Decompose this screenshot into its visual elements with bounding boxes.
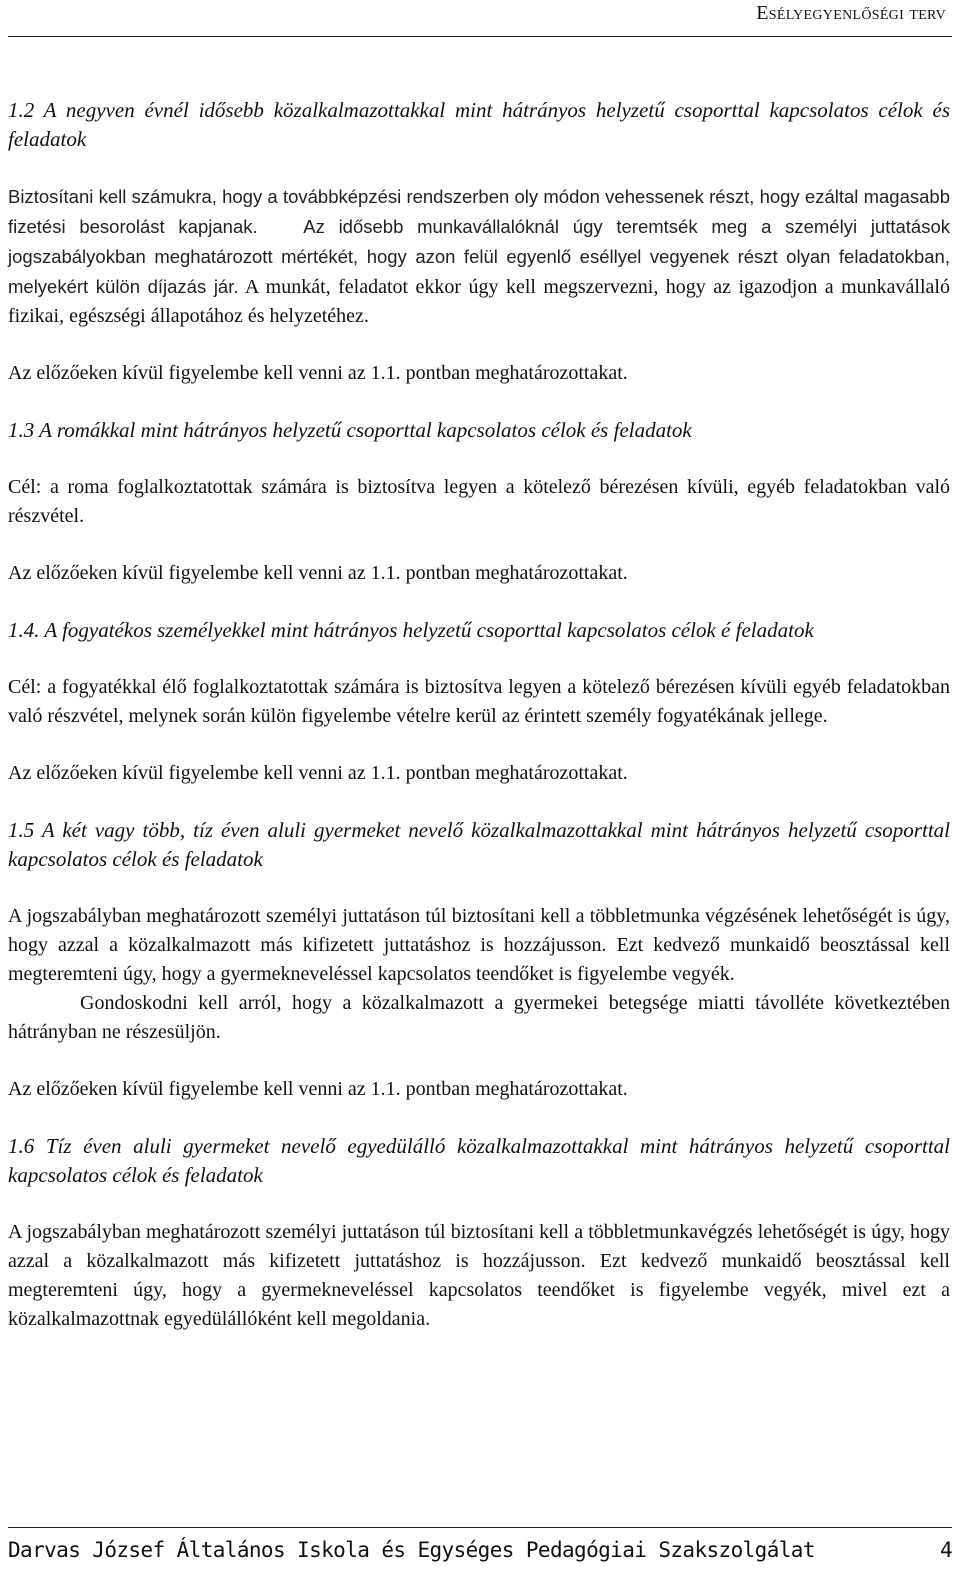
section-1-2-sans-text: Biztosítani kell számukra, hogy a továbbképzési rendszerben oly módon vehessenek részt, hogy ezáltal magasabb fizetési besorolást kapjanak.	[8, 186, 950, 237]
page-footer	[8, 1538, 952, 1562]
footer-institution: Darvas József Általános Iskola és Egységes Pedagógiai Szakszolgálat	[8, 1538, 815, 1562]
goal-text: : a roma foglalkoztatottak számára is biztosítva legyen a kötelező bérezésen kívüli, egyéb feladatokban való részvétel.	[8, 476, 950, 527]
section-heading-1-5: 1.5 A két vagy több, tíz éven aluli gyermeket nevelő közalkalmazottakkal mint hátrányos helyzetű csoporttal kapcsolatos célok és feladatok	[8, 818, 950, 871]
footer-divider	[8, 1527, 952, 1528]
section-1-5-indented-paragraph	[8, 989, 950, 1047]
section-heading-1-6: 1.6 Tíz éven aluli gyermeket nevelő egyedülálló közalkalmazottakkal mint hátrányos helyzetű csoporttal kapcsolatos célok és feladatok	[8, 1134, 950, 1187]
section-1-2-sans-text-2: Az idősebb munkavállalóknál úgy teremtsék meg a személyi juttatások jogszabályokban meghatározott mértékét, hogy azon felül egyenlő eséllyel vegyenek részt olyan feladatokban, melyekért külön díjazás jár.	[8, 216, 950, 297]
page-header-title: Esélyegyenlőségi terv	[756, 2, 946, 24]
footer-page-number: 4	[939, 1538, 952, 1562]
goal-label: Cél	[8, 476, 36, 498]
section-1-5-indented-text: Gondoskodni kell arról, hogy a közalkalmazott a gyermekei betegsége miatti távolléte következtében hátrányban ne részesüljön.	[8, 992, 950, 1043]
section-heading-1-3: 1.3 A romákkal mint hátrányos helyzetű csoporttal kapcsolatos célok és feladatok	[8, 418, 692, 442]
section-1-4-goal	[8, 673, 950, 731]
section-1-2-reference: Az előzőeken kívül figyelembe kell venni az 1.1. pontban meghatározottakat.	[8, 362, 628, 384]
section-1-6-paragraph: A jogszabályban meghatározott személyi juttatáson túl biztosítani kell a többletmunkavégzés lehetőségét is úgy, hogy azzal a közalkalmazott más kifizetett juttatáshoz is hozzájusson. Ezt kedvező munkaidő beosztással kell megteremteni úgy, hogy a gyermekneveléssel kapcsolatos teendőket is figyelembe vegyék, mivel ezt a közalkalmazottnak egyedülállóként kell megoldania.	[8, 1221, 950, 1330]
section-1-3-goal	[8, 473, 950, 531]
section-heading-1-2: 1.2 A negyven évnél idősebb közalkalmazottakkal mint hátrányos helyzetű csoporttal kapcsolatos célok és feladatok	[8, 98, 950, 151]
goal-label: Cél	[8, 676, 36, 698]
document-body	[8, 96, 950, 1362]
section-1-3-reference: Az előzőeken kívül figyelembe kell venni az 1.1. pontban meghatározottakat.	[8, 562, 628, 584]
section-1-5-reference: Az előzőeken kívül figyelembe kell venni az 1.1. pontban meghatározottakat.	[8, 1078, 628, 1100]
section-heading-1-4: 1.4. A fogyatékos személyekkel mint hátrányos helyzetű csoporttal kapcsolatos célok é feladatok	[8, 618, 814, 642]
section-1-4-reference: Az előzőeken kívül figyelembe kell venni az 1.1. pontban meghatározottakat.	[8, 762, 628, 784]
goal-text: : a fogyatékkal élő foglalkoztatottak számára is biztosítva legyen a kötelező bérezésen kívüli egyéb feladatokban való részvétel, melynek során külön figyelembe vételre kerül az érintett személy fogyatékának jellege.	[8, 676, 950, 727]
header-divider	[8, 36, 952, 37]
section-1-5-paragraph: A jogszabályban meghatározott személyi juttatáson túl biztosítani kell a többletmunka végzésének lehetőségét is úgy, hogy azzal a közalkalmazott más kifizetett juttatáshoz is hozzájusson. Ezt kedvező munkaidő beosztással kell megteremteni úgy, hogy a gyermekneveléssel kapcsolatos teendőket is figyelembe vegyék.	[8, 905, 950, 985]
section-1-2-serif-text: A munkát, feladatot ekkor úgy kell megszervezni, hogy az igazodjon a munkavállaló fizikai, egészségi állapotához és helyzetéhez.	[8, 276, 950, 327]
section-1-2-paragraph	[8, 182, 950, 331]
